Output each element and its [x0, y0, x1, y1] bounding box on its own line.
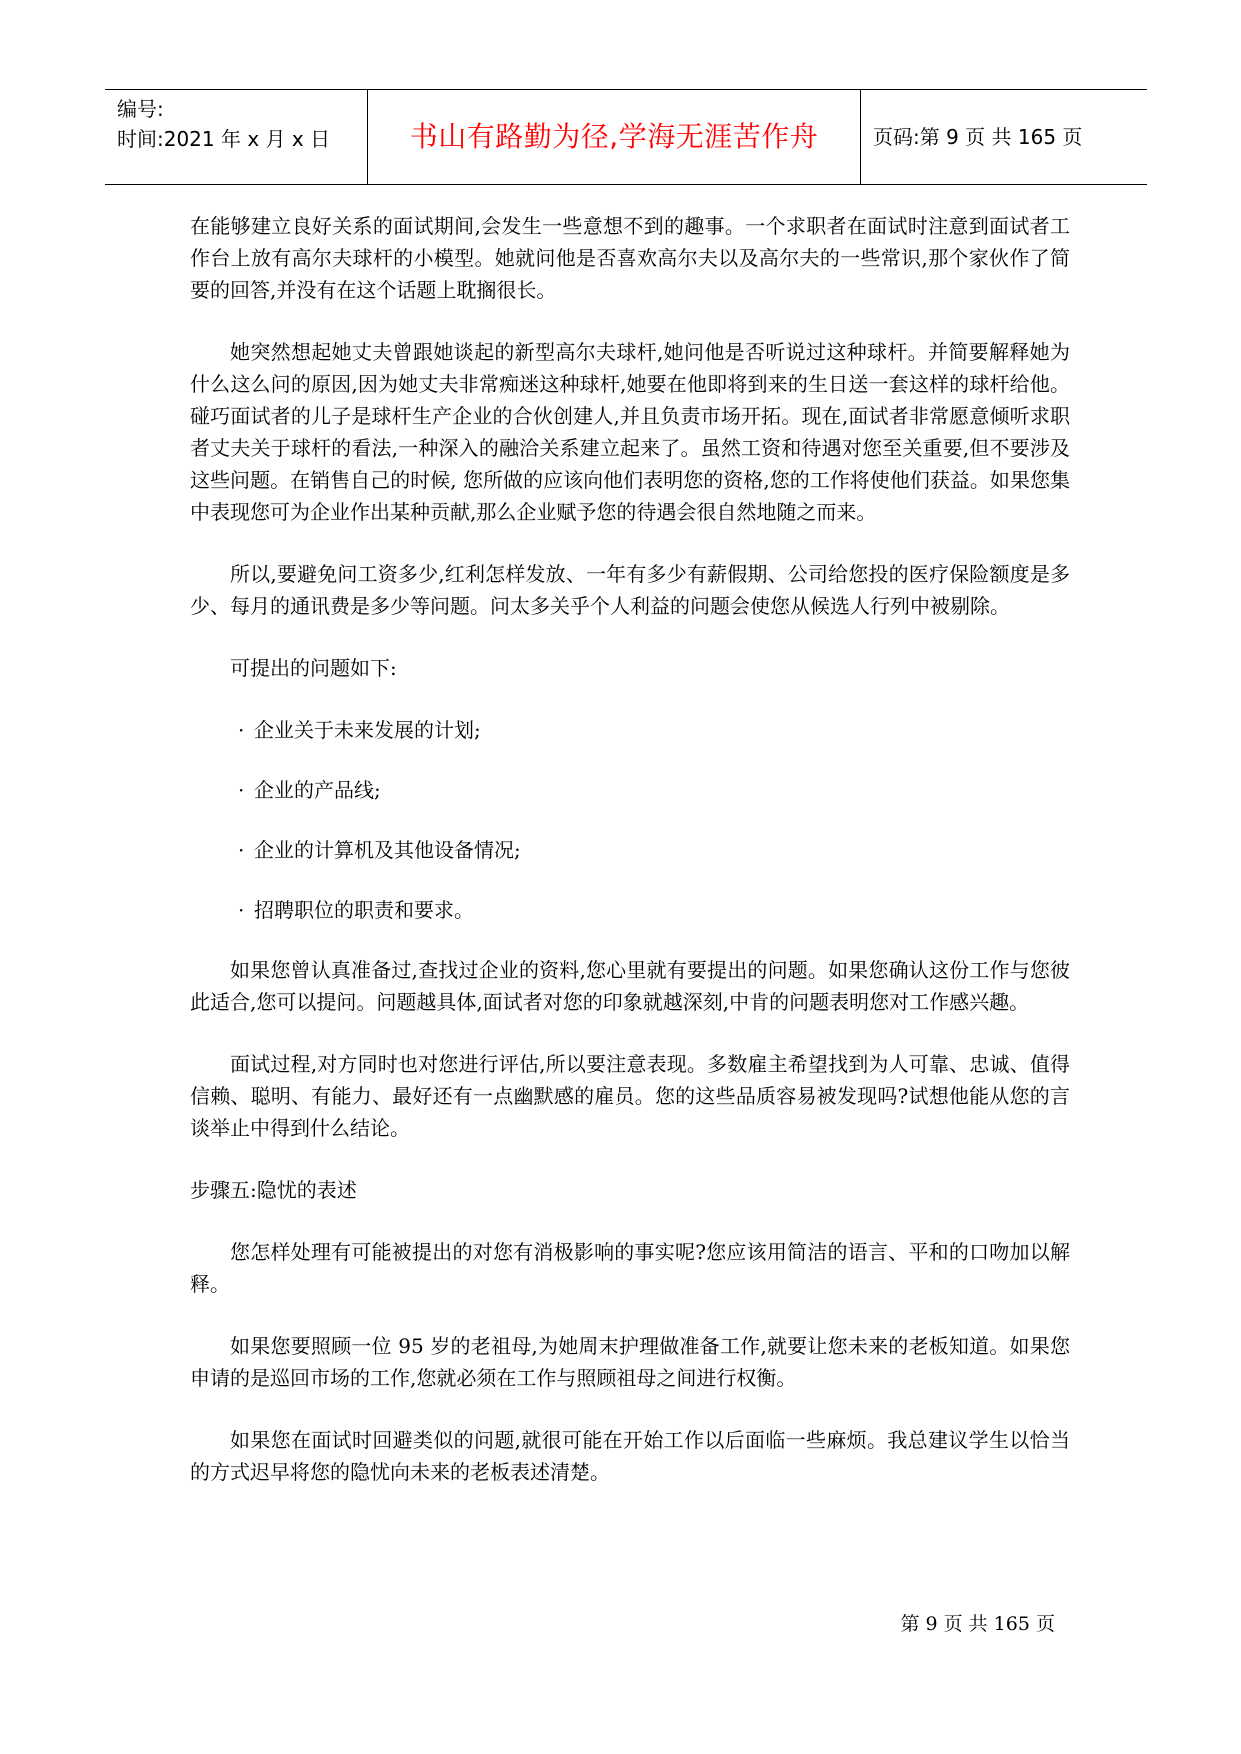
page-footer: 第 9 页 共 165 页: [900, 1613, 1055, 1635]
list-item: [190, 834, 1070, 866]
document-number-label: 编号:: [117, 97, 164, 121]
bullet-marker: ·: [238, 718, 245, 742]
paragraph: 您怎样处理有可能被提出的对您有消极影响的事实呢?您应该用简洁的语言、平和的口吻加以解释。: [190, 1240, 1070, 1296]
list-item: [190, 714, 1070, 746]
page-header: [105, 89, 1147, 185]
header-page-info: 页码:第 9 页 共 165 页: [873, 125, 1083, 149]
bullet-marker: ·: [238, 898, 245, 922]
list-item: [190, 774, 1070, 806]
paragraph: 她突然想起她丈夫曾跟她谈起的新型高尔夫球杆,她问他是否听说过这种球杆。并简要解释她为什么这么问的原因,因为她丈夫非常痴迷这种球杆,她要在他即将到来的生日送一套这样的球杆给他。碰巧面试者的儿子是球杆生产企业的合伙创建人,并且负责市场开拓。现在,面试者非常愿意倾听求职者丈夫关于球杆的看法,一种深入的融洽关系建立起来了。虽然工资和待遇对您至关重要,但不要涉及这些问题。在销售自己的时候, 您所做的应该向他们表明您的资格,您的工作将使他们获益。如果您集中表现您可为企业作出某种贡献,那么企业赋予您的待遇会很自然地随之而来。: [190, 340, 1070, 524]
list-item-text: 招聘职位的职责和要求。: [254, 898, 474, 922]
bullet-marker: ·: [238, 838, 245, 862]
document-body: [190, 210, 1070, 1518]
list-item-text: 企业关于未来发展的计划;: [254, 718, 481, 742]
header-divider: [860, 90, 861, 184]
header-motto: 书山有路勤为径,学海无涯苦作舟: [409, 120, 819, 153]
paragraph: 如果您要照顾一位 95 岁的老祖母,为她周末护理做准备工作,就要让您未来的老板知道。如果您申请的是巡回市场的工作,您就必须在工作与照顾祖母之间进行权衡。: [190, 1334, 1070, 1390]
bullet-marker: ·: [238, 778, 245, 802]
section-heading: 步骤五:隐忧的表述: [190, 1178, 357, 1202]
document-time-label: 时间:2021 年 x 月 x 日: [117, 127, 331, 151]
paragraph: 如果您在面试时回避类似的问题,就很可能在开始工作以后面临一些麻烦。我总建议学生以恰当的方式迟早将您的隐忧向未来的老板表述清楚。: [190, 1428, 1070, 1484]
paragraph: 可提出的问题如下:: [230, 656, 397, 680]
list-item-text: 企业的产品线;: [254, 778, 381, 802]
paragraph: 所以,要避免问工资多少,红利怎样发放、一年有多少有薪假期、公司给您投的医疗保险额度是多少、每月的通讯费是多少等问题。问太多关乎个人利益的问题会使您从候选人行列中被剔除。: [190, 562, 1070, 618]
list-item-text: 企业的计算机及其他设备情况;: [254, 838, 521, 862]
paragraph: 如果您曾认真准备过,查找过企业的资料,您心里就有要提出的问题。如果您确认这份工作与您彼此适合,您可以提问。问题越具体,面试者对您的印象就越深刻,中肯的问题表明您对工作感兴趣。: [190, 958, 1070, 1014]
list-item: [190, 894, 1070, 926]
header-meta: [117, 94, 330, 154]
paragraph: 面试过程,对方同时也对您进行评估,所以要注意表现。多数雇主希望找到为人可靠、忠诚、值得信赖、聪明、有能力、最好还有一点幽默感的雇员。您的这些品质容易被发现吗?试想他能从您的言谈举止中得到什么结论。: [190, 1052, 1070, 1140]
paragraph: 在能够建立良好关系的面试期间,会发生一些意想不到的趣事。一个求职者在面试时注意到面试者工作台上放有高尔夫球杆的小模型。她就问他是否喜欢高尔夫以及高尔夫的一些常识,那个家伙作了简要的回答,并没有在这个话题上耽搁很长。: [190, 214, 1070, 302]
